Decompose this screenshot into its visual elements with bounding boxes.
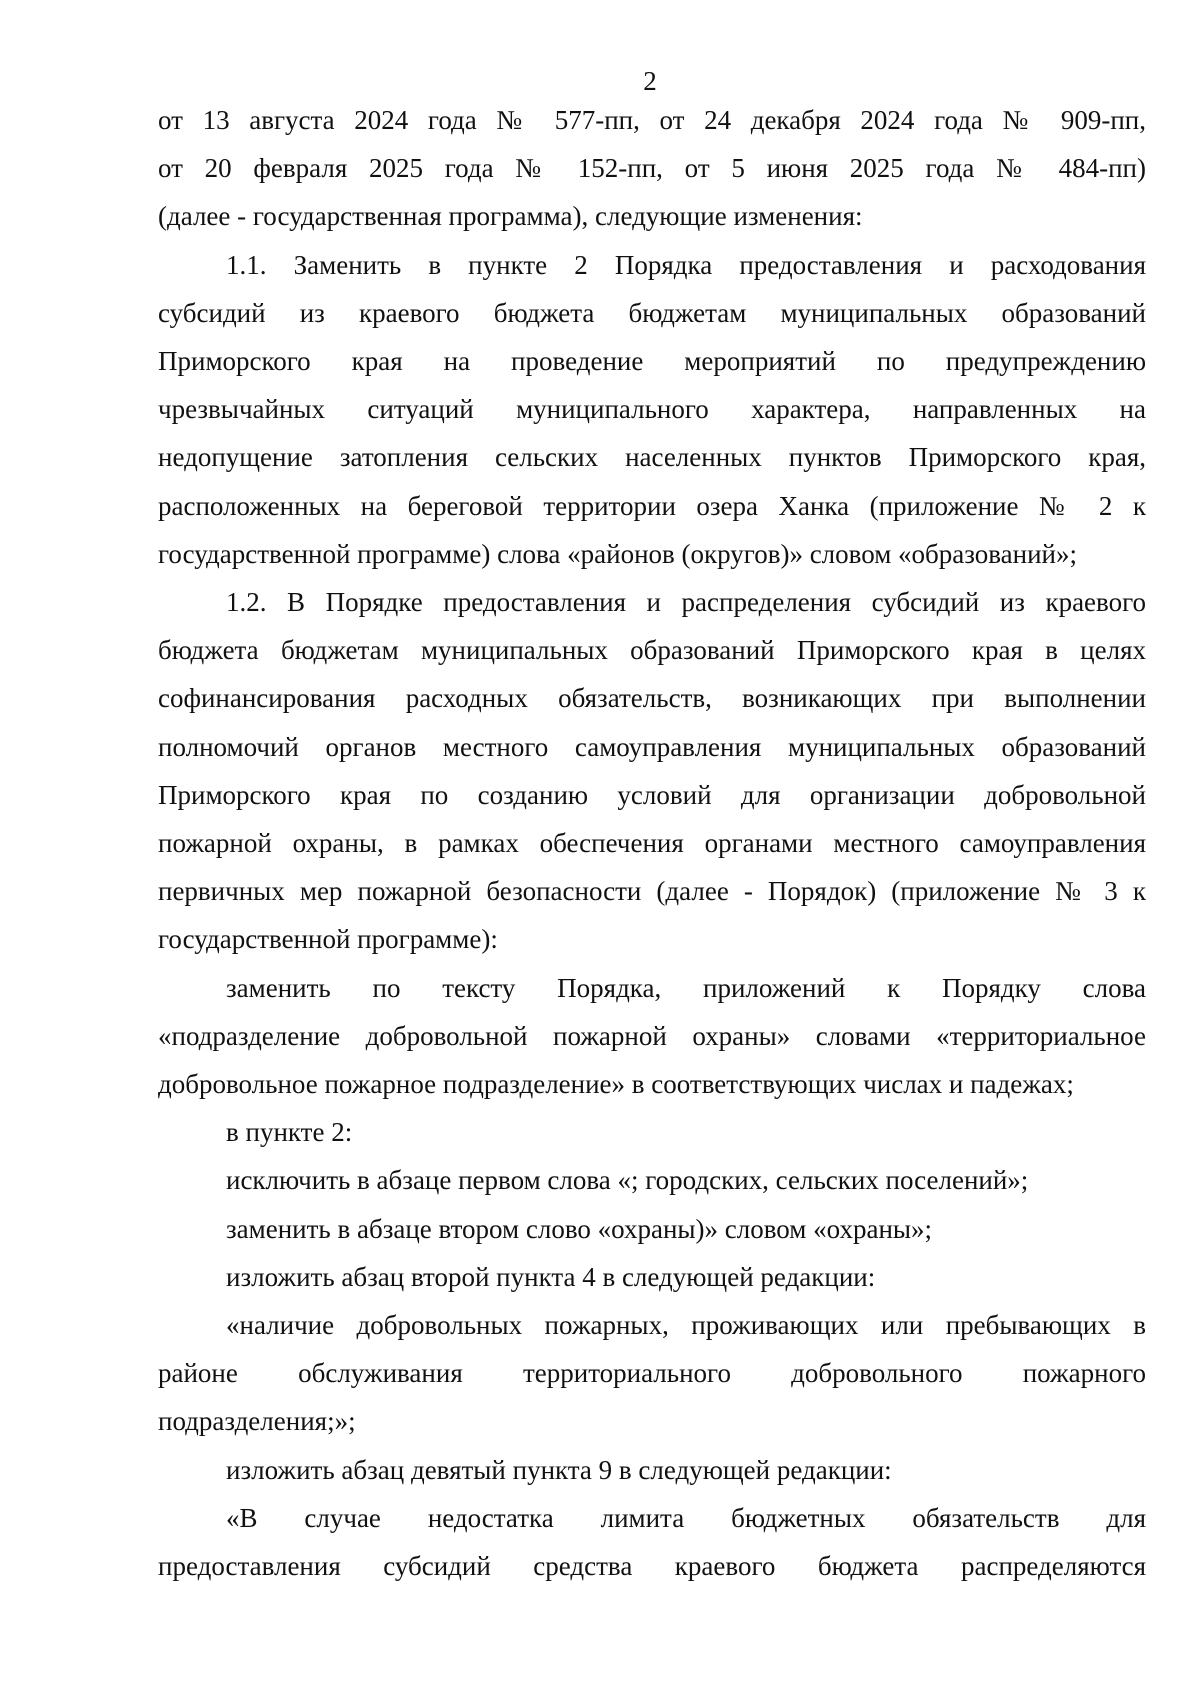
paragraph-item-1-1 <box>158 241 1146 578</box>
paragraph-replace-word <box>158 1205 1146 1253</box>
text-line: первичных мер пожарной безопасности (далее - Порядок) (приложение № 3 к <box>158 876 1146 907</box>
text-line: районе обслуживания территориального добровольного пожарного <box>158 1358 1146 1389</box>
paragraph-replace-text <box>158 964 1146 1109</box>
text-line: исключить в абзаце первом слова «; городских, сельских поселений»; <box>226 1165 1029 1196</box>
text-line: заменить по тексту Порядка, приложений к Порядку слова <box>226 972 1146 1003</box>
paragraph-restate-point-4 <box>158 1253 1146 1301</box>
text-line: софинансирования расходных обязательств, возникающих при выполнении <box>158 683 1146 714</box>
text-line: расположенных на береговой территории озера Ханка (приложение № 2 к <box>158 490 1146 521</box>
page-number: 2 <box>643 66 657 96</box>
text-line: подразделения;»; <box>158 1406 356 1437</box>
text-line: изложить абзац девятый пункта 9 в следующей редакции: <box>226 1454 892 1485</box>
paragraph-point-2 <box>158 1108 1146 1156</box>
paragraph-restate-point-9 <box>158 1446 1146 1494</box>
paragraph-quote-presence <box>158 1301 1146 1446</box>
text-line: от 13 августа 2024 года № 577-пп, от 24 декабря 2024 года № 909-пп, <box>158 105 1146 135</box>
paragraph-quote-shortage <box>158 1494 1146 1590</box>
paragraph-continuation <box>158 96 1146 241</box>
text-line: добровольное пожарное подразделение» в соответствующих числах и падежах; <box>158 1069 1074 1100</box>
text-line: Приморского края на проведение мероприятий по предупреждению <box>158 346 1146 377</box>
text-line: недопущение затопления сельских населенных пунктов Приморского края, <box>158 442 1146 473</box>
text-line: государственной программе): <box>158 924 498 955</box>
text-line: «наличие добровольных пожарных, проживающих или пребывающих в <box>226 1310 1146 1341</box>
text-line: 1.1. Заменить в пункте 2 Порядка предоставления и расходования <box>226 249 1146 280</box>
text-line: заменить в абзаце втором слово «охраны)» словом «охраны»; <box>226 1213 933 1244</box>
text-line: предоставления субсидий средства краевого бюджета распределяются <box>158 1551 1146 1582</box>
text-line: «подразделение добровольной пожарной охраны» словами «территориальное <box>158 1020 1146 1051</box>
text-line: 1.2. В Порядке предоставления и распределения субсидий из краевого <box>226 587 1146 618</box>
document-body <box>158 96 1146 1590</box>
text-line: государственной программе) слова «районов (округов)» словом «образований»; <box>158 538 1077 569</box>
text-line: «В случае недостатка лимита бюджетных обязательств для <box>226 1502 1146 1533</box>
paragraph-item-1-2 <box>158 578 1146 964</box>
text-line: от 20 февраля 2025 года № 152-пп, от 5 июня 2025 года № 484-пп) <box>158 153 1146 184</box>
text-line: чрезвычайных ситуаций муниципального характера, направленных на <box>158 394 1146 425</box>
text-line: (далее - государственная программа), следующие изменения: <box>158 201 863 232</box>
text-line: полномочий органов местного самоуправления муниципальных образований <box>158 731 1146 762</box>
text-line: в пункте 2: <box>226 1117 353 1148</box>
text-line: Приморского края по созданию условий для организации добровольной <box>158 779 1146 810</box>
text-line: бюджета бюджетам муниципальных образований Приморского края в целях <box>158 635 1146 666</box>
text-line: субсидий из краевого бюджета бюджетам муниципальных образований <box>158 297 1146 328</box>
text-line: изложить абзац второй пункта 4 в следующей редакции: <box>226 1261 876 1292</box>
text-line: пожарной охраны, в рамках обеспечения органами местного самоуправления <box>158 828 1146 859</box>
paragraph-exclude <box>158 1156 1146 1204</box>
